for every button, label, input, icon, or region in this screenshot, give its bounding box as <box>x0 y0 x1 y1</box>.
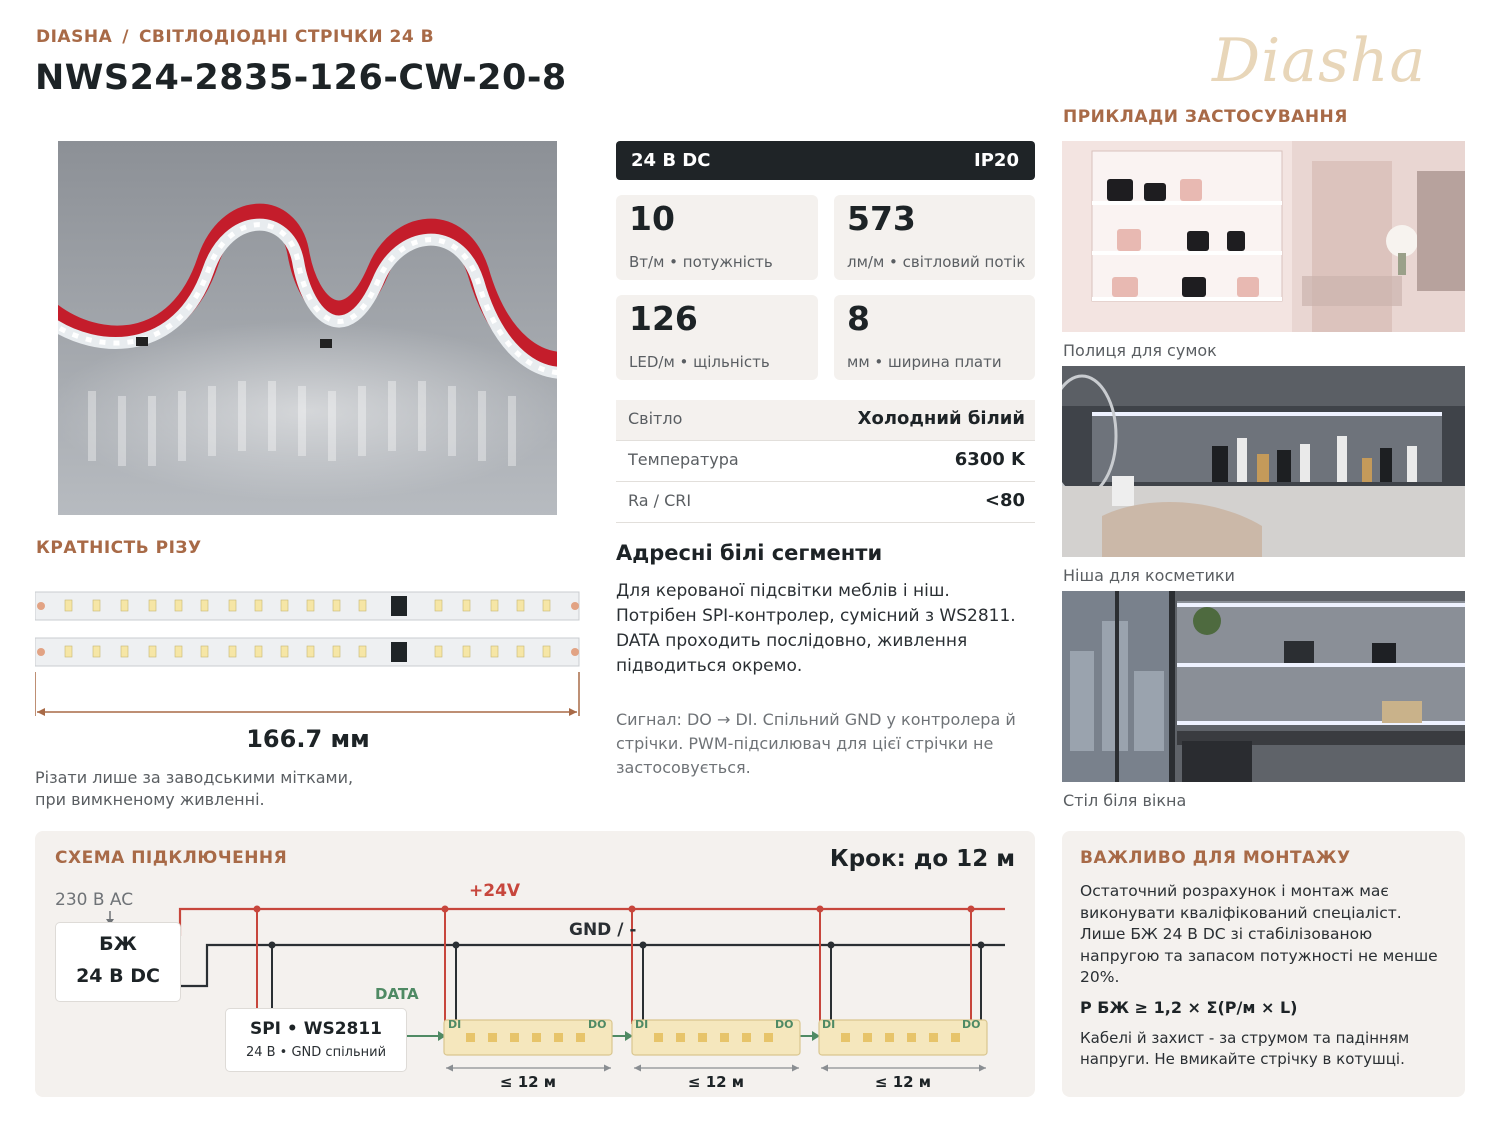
mains-label: 230 В AC <box>55 890 134 910</box>
cut-note <box>35 767 353 811</box>
psu-box[interactable] <box>55 922 181 1002</box>
spec-row-key: Температура <box>628 450 739 469</box>
cut-note-line-2: при вимкненому живленні. <box>35 790 265 809</box>
segment-length: ≤ 12 м <box>874 1073 932 1091</box>
segment-length: ≤ 12 м <box>687 1073 745 1091</box>
segment-do-label: DO <box>775 1018 794 1031</box>
cut-heading: КРАТНІСТЬ РІЗУ <box>36 538 202 558</box>
description-body: Для керованої підсвітки меблів і ніш. Потрібен SPI-контролер, сумісний з WS2811. DATA проходить послідовно, живлення підводиться окремо. <box>616 581 1016 676</box>
controller-title: SPI • WS2811 <box>249 1019 383 1039</box>
spec-row-temperature <box>616 441 1035 482</box>
segment-di-label: DI <box>822 1018 836 1031</box>
cut-strip-diagram <box>35 590 581 720</box>
breadcrumb-brand[interactable]: DIASHA <box>36 27 113 47</box>
gnd-wire-label: GND / - <box>569 920 637 940</box>
wiring-heading: СХЕМА ПІДКЛЮЧЕННЯ <box>55 848 288 868</box>
controller-box[interactable] <box>225 1008 407 1072</box>
cut-length: 166.7 мм <box>246 725 370 753</box>
spec-value: 8 <box>847 299 870 338</box>
cut-note-line-1: Різати лише за заводськими мітками, <box>35 768 354 787</box>
wiring-diagram <box>35 831 1035 1097</box>
application-photo-cosmetics <box>1062 366 1465 557</box>
segment-di-label: DI <box>635 1018 649 1031</box>
product-photo <box>58 141 557 515</box>
spec-tile-flux <box>834 195 1035 280</box>
spec-value: 573 <box>847 199 916 238</box>
breadcrumb <box>36 27 434 47</box>
segment-do-label: DO <box>588 1018 607 1031</box>
application-caption: Ніша для косметики <box>1063 566 1235 585</box>
segment-di-label: DI <box>448 1018 462 1031</box>
spec-row-value: 6300 K <box>954 449 1025 470</box>
application-photo-bags <box>1062 141 1465 332</box>
data-wire-label: DATA <box>375 985 419 1003</box>
spec-row-light <box>616 400 1035 441</box>
spec-tile-density <box>616 295 818 380</box>
mounting-heading: ВАЖЛИВО ДЛЯ МОНТАЖУ <box>1080 848 1351 868</box>
page-title: NWS24-2835-126-CW-20-8 <box>35 58 567 98</box>
spec-tile-width <box>834 295 1035 380</box>
application-caption: Полиця для сумок <box>1063 341 1217 360</box>
voltage-bar <box>616 141 1035 180</box>
breadcrumb-separator: / <box>122 27 129 47</box>
spec-row-value: Холодний білий <box>857 408 1025 429</box>
voltage-label: 24 В DC <box>631 150 711 171</box>
plus-wire-label: +24V <box>469 881 521 901</box>
spec-value: 10 <box>629 199 675 238</box>
description-note: Сигнал: DO → DI. Спільний GND у контролера й стрічки. PWM-підсилювач для цієї стрічки не застосовується. <box>616 710 1016 777</box>
spec-row-key: Світло <box>628 409 683 428</box>
mounting-text: Остаточний розрахунок і монтаж має виконувати кваліфікований спеціаліст. Лише БЖ 24 В DC зі стабілізованою напругою та запасом потужності не менше 20%. <box>1080 882 1438 986</box>
wiring-step: Крок: до 12 м <box>829 846 1015 872</box>
psu-voltage: 24 В DC <box>76 965 160 987</box>
spec-label: Вт/м • потужність <box>629 253 773 271</box>
application-photo-desk <box>1062 591 1465 782</box>
spec-label: LED/м • щільність <box>629 353 770 371</box>
mounting-card <box>1062 831 1465 1097</box>
segment-length: ≤ 12 м <box>499 1073 557 1091</box>
segment-do-label: DO <box>962 1018 981 1031</box>
controller-subtitle: 24 В • GND спільний <box>245 1045 387 1060</box>
mounting-footer: Кабелі й захист - за струмом та падінням напруги. Не вмикайте стрічку в котушці. <box>1080 1029 1410 1068</box>
applications-heading: ПРИКЛАДИ ЗАСТОСУВАННЯ <box>1063 107 1348 127</box>
application-caption: Стіл біля вікна <box>1063 791 1187 810</box>
mounting-formula: P БЖ ≥ 1,2 × Σ(P/м × L) <box>1080 998 1298 1017</box>
brand-logo: Diasha <box>1212 26 1427 96</box>
spec-value: 126 <box>629 299 698 338</box>
spec-label: мм • ширина плати <box>847 353 1002 371</box>
breadcrumb-category[interactable]: СВІТЛОДІОДНІ СТРІЧКИ 24 В <box>138 27 435 47</box>
psu-label: БЖ <box>99 933 137 955</box>
spec-row-key: Ra / CRI <box>628 491 692 510</box>
ip-rating: IP20 <box>974 150 1019 171</box>
spec-row-cri <box>616 482 1035 523</box>
wiring-card <box>35 831 1035 1097</box>
spec-tile-power <box>616 195 818 280</box>
spec-label: лм/м • світловий потік <box>847 253 1026 271</box>
spec-row-value: <80 <box>984 490 1025 511</box>
description-heading: Адресні білі сегменти <box>616 541 883 565</box>
